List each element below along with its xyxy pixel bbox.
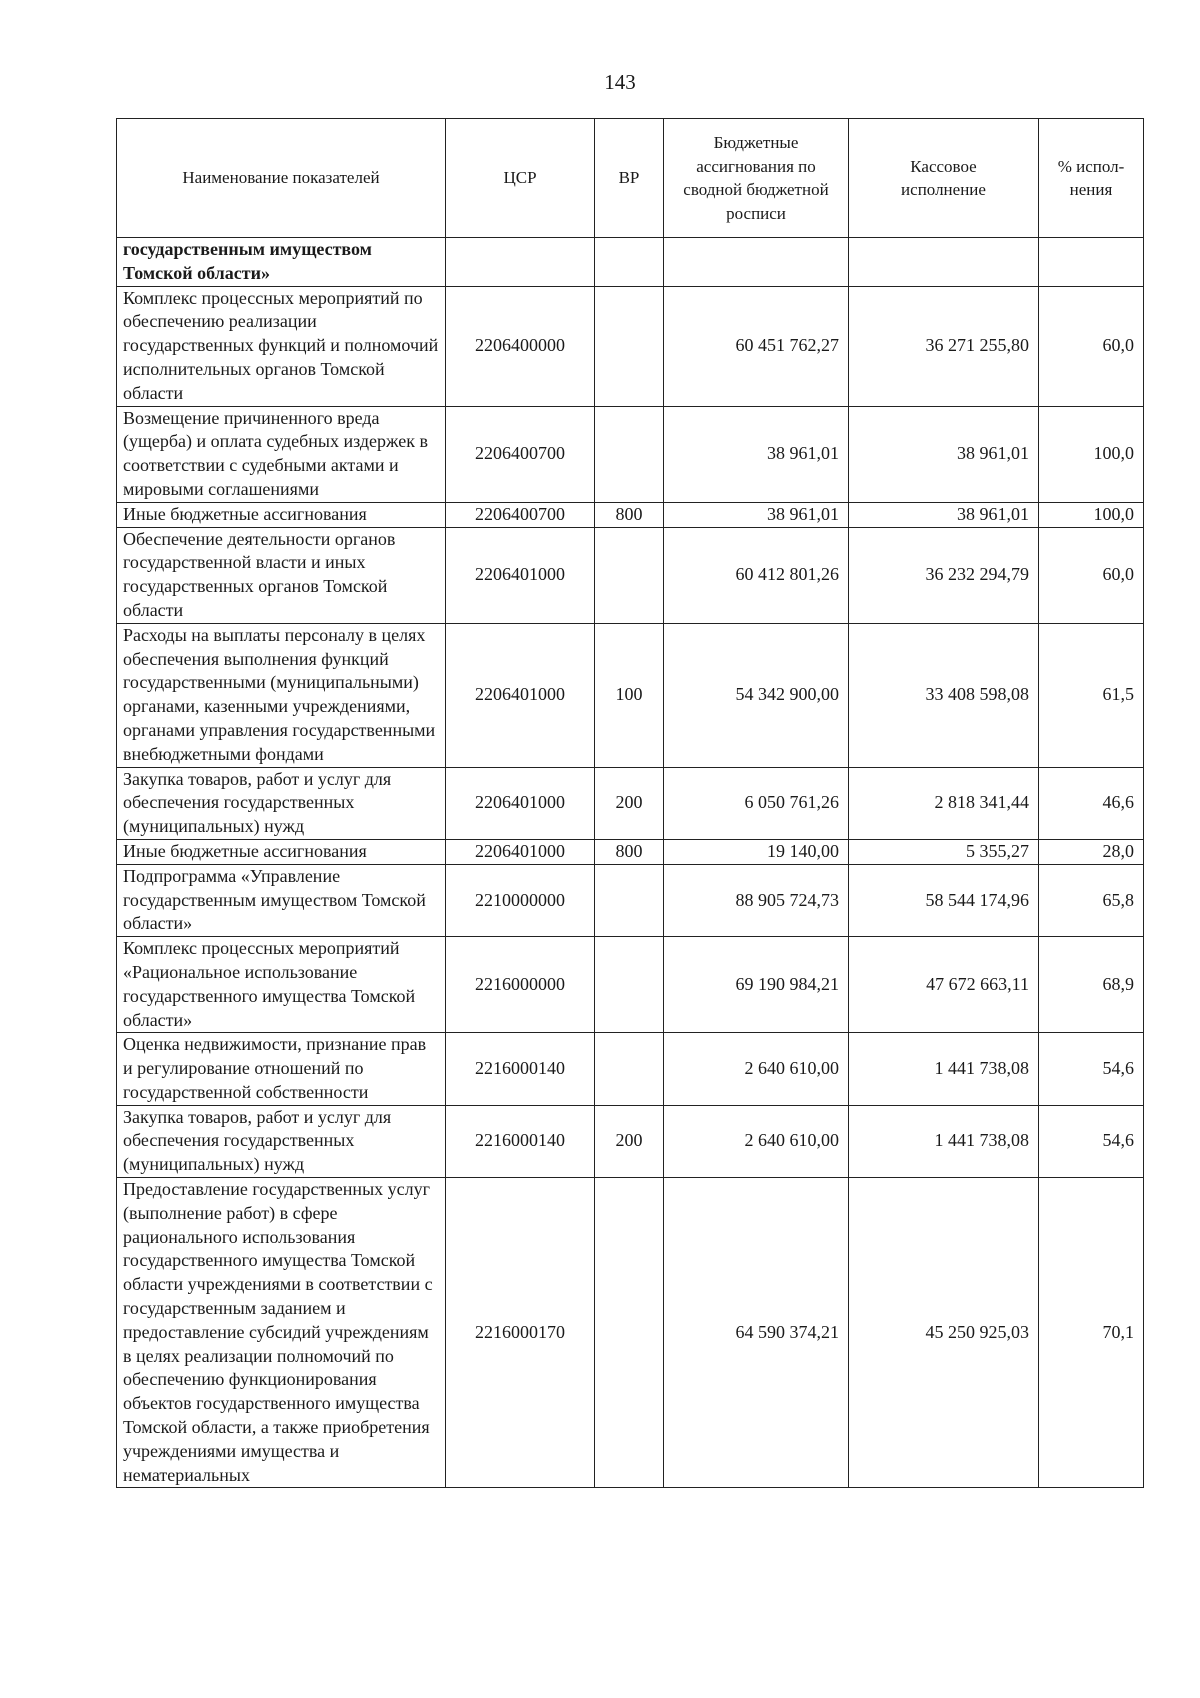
- table-row: [117, 1033, 1144, 1105]
- header-name: Наименование показателей: [117, 119, 446, 238]
- cell-name: Закупка товаров, работ и услуг для обеспечения государственных (муниципальных) нужд: [117, 1105, 446, 1177]
- table-header-row: [117, 119, 1144, 238]
- cell-pct: 60,0: [1039, 286, 1144, 406]
- cell-budget: 38 961,01: [664, 502, 849, 527]
- cell-budget: 64 590 374,21: [664, 1178, 849, 1488]
- cell-name: Предоставление государственных услуг (выполнение работ) в сфере рационального использования государственного имущества Томской области учреждениями в соответствии с государственным заданием и предоставление субсидий учреждениям в целях реализации полномочий по обеспечению функционирования объектов государственного имущества Томской области, а также приобретения учреждениями имущества и нематериальных: [117, 1178, 446, 1488]
- cell-budget: 88 905 724,73: [664, 864, 849, 936]
- cell-pct: 28,0: [1039, 839, 1144, 864]
- cell-pct: 68,9: [1039, 937, 1144, 1033]
- cell-name: Комплекс процессных мероприятий по обеспечению реализации государственных функций и полномочий исполнительных органов Томской области: [117, 286, 446, 406]
- cell-name: Закупка товаров, работ и услуг для обеспечения государственных (муниципальных) нужд: [117, 767, 446, 839]
- cell-budget: 2 640 610,00: [664, 1105, 849, 1177]
- cell-vr: [595, 1178, 664, 1488]
- cell-vr: [595, 1033, 664, 1105]
- cell-vr: [595, 406, 664, 502]
- cell-pct: 60,0: [1039, 527, 1144, 623]
- cell-budget: 6 050 761,26: [664, 767, 849, 839]
- table-body: [117, 238, 1144, 1488]
- cell-cash: 45 250 925,03: [849, 1178, 1039, 1488]
- table-row: [117, 1178, 1144, 1488]
- cell-name: Оценка недвижимости, признание прав и регулирование отношений по государственной собственности: [117, 1033, 446, 1105]
- cell-csr: 2206401000: [446, 623, 595, 767]
- cell-vr: [595, 937, 664, 1033]
- table-row: [117, 502, 1144, 527]
- cell-csr: 2206401000: [446, 767, 595, 839]
- table-row: [117, 527, 1144, 623]
- cell-cash: 36 271 255,80: [849, 286, 1039, 406]
- cell-vr: [595, 238, 664, 287]
- cell-pct: 65,8: [1039, 864, 1144, 936]
- cell-vr: [595, 527, 664, 623]
- header-budget: Бюджетные ассигнования по сводной бюджетной росписи: [664, 119, 849, 238]
- table-row: [117, 286, 1144, 406]
- cell-cash: 5 355,27: [849, 839, 1039, 864]
- table-row: [117, 864, 1144, 936]
- cell-cash: 36 232 294,79: [849, 527, 1039, 623]
- table-row: [117, 937, 1144, 1033]
- cell-cash: 38 961,01: [849, 406, 1039, 502]
- cell-vr: 200: [595, 767, 664, 839]
- cell-csr: 2216000170: [446, 1178, 595, 1488]
- header-pct: % испол-нения: [1039, 119, 1144, 238]
- cell-cash: [849, 238, 1039, 287]
- header-cash: Кассовое исполнение: [849, 119, 1039, 238]
- cell-csr: [446, 238, 595, 287]
- page-number: 143: [604, 70, 636, 94]
- cell-csr: 2216000140: [446, 1033, 595, 1105]
- cell-budget: [664, 238, 849, 287]
- cell-pct: 46,6: [1039, 767, 1144, 839]
- cell-pct: 54,6: [1039, 1033, 1144, 1105]
- table-row: [117, 623, 1144, 767]
- cell-csr: 2206401000: [446, 527, 595, 623]
- cell-vr: 100: [595, 623, 664, 767]
- cell-budget: 60 451 762,27: [664, 286, 849, 406]
- cell-budget: 60 412 801,26: [664, 527, 849, 623]
- cell-budget: 2 640 610,00: [664, 1033, 849, 1105]
- cell-pct: [1039, 238, 1144, 287]
- cell-name: Расходы на выплаты персоналу в целях обеспечения выполнения функций государственными (муниципальными) органами, казенными учреждениями, органами управления государственными внебюджетными фондами: [117, 623, 446, 767]
- cell-name: Возмещение причиненного вреда (ущерба) и оплата судебных издержек в соответствии с судебными актами и мировыми соглашениями: [117, 406, 446, 502]
- cell-budget: 54 342 900,00: [664, 623, 849, 767]
- table-row: [117, 406, 1144, 502]
- cell-name: государственным имуществом Томской области»: [117, 238, 446, 287]
- cell-csr: 2210000000: [446, 864, 595, 936]
- cell-csr: 2216000140: [446, 1105, 595, 1177]
- header-csr: ЦСР: [446, 119, 595, 238]
- cell-vr: [595, 286, 664, 406]
- header-vr: ВР: [595, 119, 664, 238]
- cell-csr: 2216000000: [446, 937, 595, 1033]
- cell-pct: 70,1: [1039, 1178, 1144, 1488]
- cell-name: Обеспечение деятельности органов государственной власти и иных государственных органов Томской области: [117, 527, 446, 623]
- cell-pct: 100,0: [1039, 406, 1144, 502]
- table-row: [117, 238, 1144, 287]
- cell-csr: 2206400700: [446, 406, 595, 502]
- cell-budget: 38 961,01: [664, 406, 849, 502]
- cell-vr: 200: [595, 1105, 664, 1177]
- cell-name: Иные бюджетные ассигнования: [117, 502, 446, 527]
- cell-cash: 38 961,01: [849, 502, 1039, 527]
- cell-vr: 800: [595, 502, 664, 527]
- cell-cash: 33 408 598,08: [849, 623, 1039, 767]
- cell-csr: 2206400000: [446, 286, 595, 406]
- cell-csr: 2206400700: [446, 502, 595, 527]
- cell-pct: 100,0: [1039, 502, 1144, 527]
- cell-pct: 54,6: [1039, 1105, 1144, 1177]
- cell-cash: 58 544 174,96: [849, 864, 1039, 936]
- cell-cash: 1 441 738,08: [849, 1105, 1039, 1177]
- cell-pct: 61,5: [1039, 623, 1144, 767]
- cell-vr: [595, 864, 664, 936]
- cell-name: Подпрограмма «Управление государственным имуществом Томской области»: [117, 864, 446, 936]
- cell-csr: 2206401000: [446, 839, 595, 864]
- cell-cash: 1 441 738,08: [849, 1033, 1039, 1105]
- cell-name: Комплекс процессных мероприятий «Рациональное использование государственного имущества Томской области»: [117, 937, 446, 1033]
- cell-budget: 19 140,00: [664, 839, 849, 864]
- budget-execution-table: [116, 118, 1144, 1488]
- cell-budget: 69 190 984,21: [664, 937, 849, 1033]
- table-row: [117, 767, 1144, 839]
- cell-cash: 2 818 341,44: [849, 767, 1039, 839]
- cell-name: Иные бюджетные ассигнования: [117, 839, 446, 864]
- table-row: [117, 839, 1144, 864]
- table-row: [117, 1105, 1144, 1177]
- cell-vr: 800: [595, 839, 664, 864]
- cell-cash: 47 672 663,11: [849, 937, 1039, 1033]
